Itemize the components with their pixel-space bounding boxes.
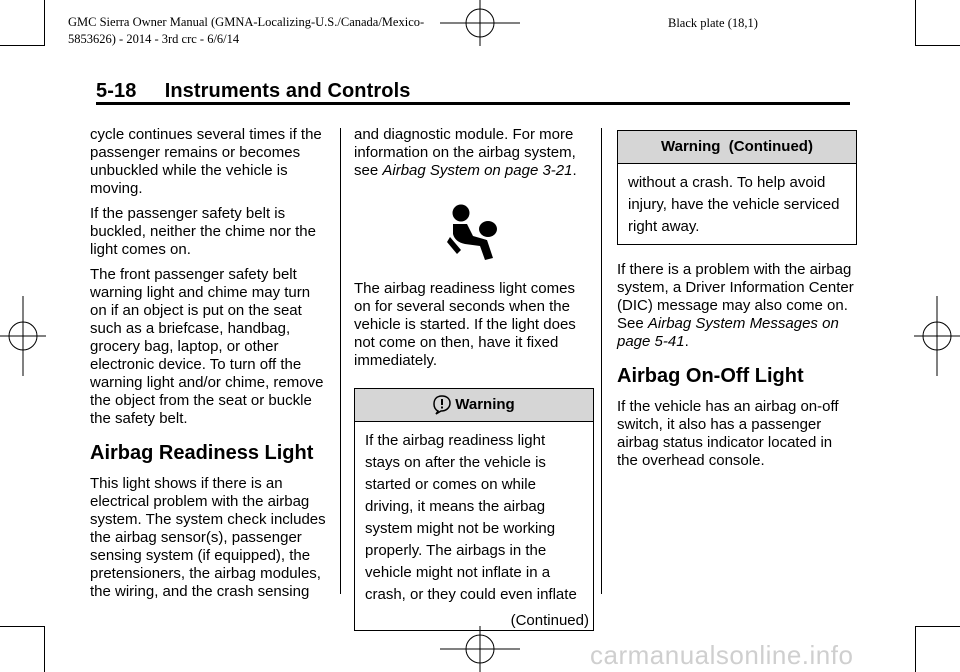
paragraph: The airbag readiness light comes on for several seconds when the vehicle is started. If the light does not come on then, have it fixed immediately. [354,280,576,369]
warning-box [354,388,594,631]
column-2 [354,126,594,631]
crop-mark [915,0,916,46]
warning-box-continued [617,130,857,245]
cross-reference-link[interactable]: Airbag System on page 3-21 [382,162,573,179]
registration-mark-right [914,296,960,376]
warning-header [355,389,593,422]
paragraph [354,126,594,180]
paragraph: If the passenger safety belt is buckled, neither the chime nor the light comes on. [90,205,316,258]
crop-mark [915,626,916,672]
registration-mark-left [0,296,46,376]
title-rule [96,102,850,105]
paragraph: The front passenger safety belt warning light and chime may turn on if an object is put on the seat such as a briefcase, handbag, grocery bag, laptop, or other electronic device. To turn off the warning light and/or chime, remove the object from the seat or buckle the safety belt. [90,266,324,427]
warning-header: Warning (Continued) [618,131,856,164]
section-heading: Airbag Readiness Light [90,442,314,464]
paragraph-text: . [572,162,577,179]
page-title: 5-18 Instruments and Controls [96,80,411,102]
crop-mark [0,45,44,46]
airbag-readiness-icon [447,204,501,260]
continued-label: (Continued) [510,612,589,629]
column-1 [90,126,330,608]
warning-icon [433,395,451,415]
warning-body: without a crash. To help avoid injury, have the vehicle serviced right away. [628,174,840,235]
black-plate-label: Black plate (18,1) [668,16,758,30]
document-meta: GMC Sierra Owner Manual (GMNA-Localizing-U.S./Canada/Mexico- 5853626) - 2014 - 3rd crc - 6/6/14 [68,15,425,46]
watermark-logo: carmanualsonline.info [590,640,854,670]
section-heading: Airbag On-Off Light [617,365,804,387]
paragraph: This light shows if there is an electrical problem with the airbag system. The system check includes the airbag sensor(s), passenger sensing system (if equipped), the pretensioners, the airbag modules, the wiring, and the crash sensing [90,475,326,600]
crop-mark [916,45,960,46]
paragraph-text: . [684,333,689,350]
registration-mark-bottom [440,626,520,672]
warning-body: If the airbag readiness light stays on after the vehicle is started or comes on while driving, it means the airbag system might not be working properly. The airbags in the vehicle might not inflate in a crash, or they could even inflate [365,432,577,603]
crop-mark [44,626,45,672]
paragraph: If the vehicle has an airbag on-off switch, it also has a passenger airbag status indicator located in the overhead console. [617,398,839,469]
airbag-readiness-icon-wrap [354,188,594,276]
paragraph-text: and diagnostic module. For more information on the airbag system, see [354,126,576,179]
cross-reference-link[interactable]: Airbag System Messages on page 5-41 [617,315,839,350]
column-3 [617,126,857,477]
crop-mark [916,626,960,627]
column-divider [601,128,602,594]
crop-mark [44,0,45,46]
paragraph: cycle continues several times if the passenger remains or becomes unbuckled while the vehicle is moving. [90,126,322,197]
paragraph [617,261,857,351]
warning-label: Warning [455,396,515,413]
crop-mark [0,626,44,627]
column-divider [340,128,341,594]
paragraph-text: If there is a problem with the airbag system, a Driver Information Center (DIC) message may also come on. See [617,261,854,332]
